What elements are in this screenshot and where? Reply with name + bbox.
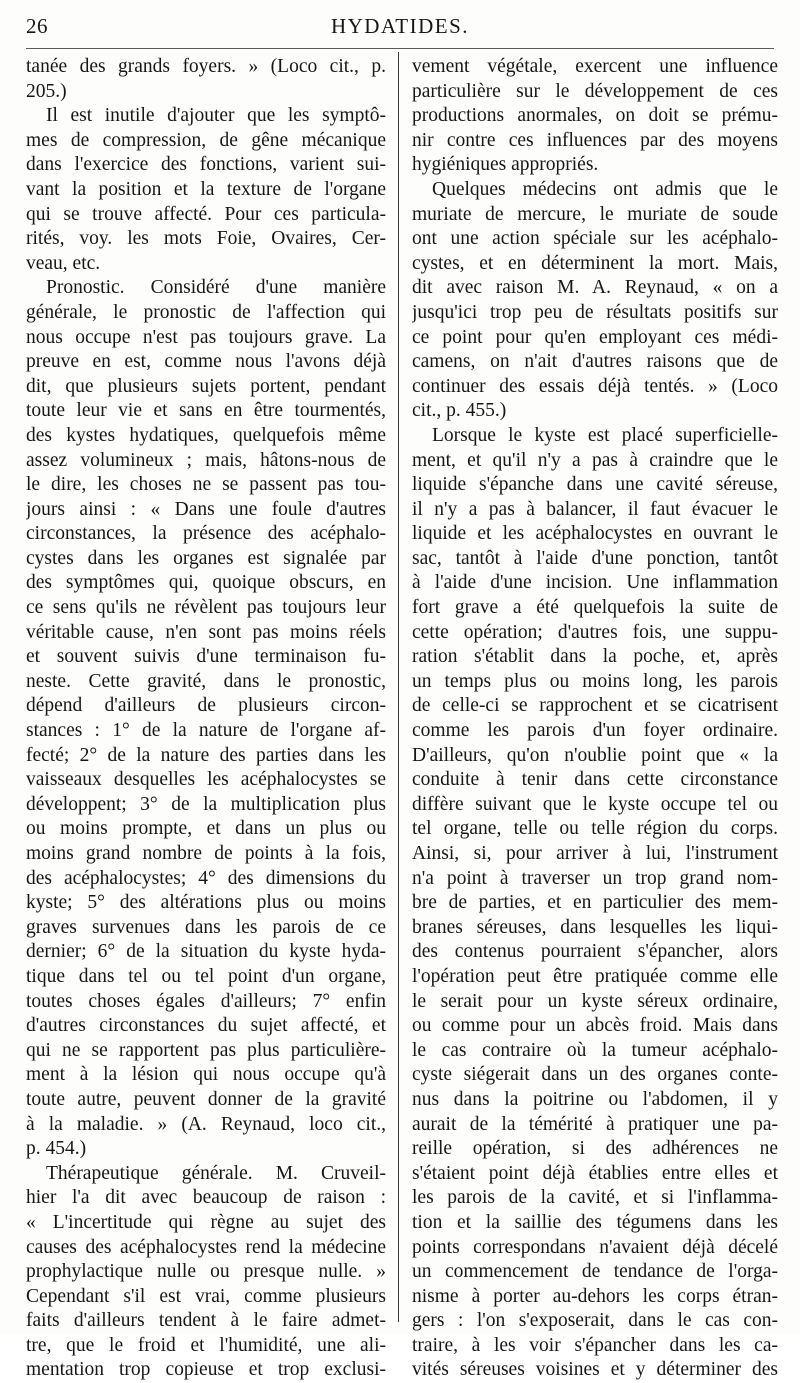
text-line: toute autre, peuvent donner de la gravité	[26, 1088, 386, 1110]
text-line: « L'incertitude qui règne au sujet des	[26, 1211, 386, 1233]
text-line: Thérapeutique générale. M. Cruveil-	[46, 1162, 386, 1184]
text-line: à la maladie. » (A. Reynaud, loco cit.,	[26, 1113, 386, 1135]
text-line: ment, et qu'il n'y a pas à craindre que le	[412, 449, 778, 471]
text-line: un temps plus ou moins long, les parois	[412, 670, 778, 692]
text-line: particulière sur le développement de ces	[412, 80, 778, 102]
text-line: à l'aide d'une incision. Une inflammation	[412, 572, 778, 594]
text-line: ment à la lésion qui nous occupe qu'à	[26, 1064, 386, 1086]
text-line: nir contre ces influences par des moyens	[412, 129, 778, 151]
text-line: prophylactique nulle ou presque nulle. »	[26, 1261, 386, 1283]
text-line: preuve en est, comme nous l'avons déjà	[26, 351, 386, 373]
text-line: ou comme pour un abcès froid. Mais dans	[412, 1015, 778, 1037]
text-line: dépend d'ailleurs de plusieurs circon-	[26, 695, 386, 717]
text-line: un commencement de tendance de l'orga-	[412, 1261, 778, 1283]
text-line: hygiéniques appropriés.	[412, 154, 599, 176]
text-line: générale, le pronostic de l'affection qui	[26, 301, 386, 323]
text-line: continuer des essais déjà tentés. » (Loco	[412, 375, 778, 397]
text-line: des symptômes qui, quoique obscurs, en	[26, 572, 386, 594]
text-line: vaisseaux desquelles les acéphalocystes se	[26, 769, 386, 791]
text-line: muriate de mercure, le muriate de soude	[412, 203, 778, 225]
text-line: dit, que plusieurs sujets portent, pendant	[26, 375, 386, 397]
column-divider	[398, 52, 399, 1322]
text-line: traire, à les voir s'épancher dans les ca-	[412, 1334, 778, 1356]
text-line: stances : 1° de la nature de l'organe af-	[26, 720, 386, 742]
text-line: fort grave a été quelquefois la suite de	[412, 597, 778, 619]
text-line: s'étaient point déjà établies entre elles et	[412, 1162, 778, 1184]
text-line: assez volumineux ; mais, hâtons-nous de	[26, 449, 386, 471]
text-line: et souvent suivis d'une terminaison fu-	[26, 646, 386, 668]
text-line: de celle-ci se rapprochent et se cicatrisent	[412, 695, 778, 717]
text-line: cyste siégerait dans un des organes conte-	[412, 1064, 778, 1086]
text-line: le serait pour un kyste séreux ordinaire,	[412, 990, 778, 1012]
text-line: Ainsi, si, pour arriver à lui, l'instrument	[412, 843, 778, 864]
text-line: tion et la saillie des tégumens dans les	[412, 1211, 778, 1233]
text-line: Pronostic. Considéré d'une manière	[46, 277, 386, 299]
text-line: branes séreuses, dans lesquelles les liqui-	[412, 916, 778, 938]
text-line: tanée des grands foyers. » (Loco cit., p.	[26, 56, 386, 77]
text-line: mes de compression, de gêne mécanique	[26, 129, 386, 151]
text-line: Lorsque le kyste est placé superficielle-	[432, 424, 778, 446]
text-line: ration s'établit dans la poche, et, après	[412, 646, 778, 668]
text-line: fecté; 2° de la nature des parties dans les	[26, 744, 386, 766]
header-title: HYDATIDES.	[330, 14, 470, 38]
text-line: faits d'ailleurs tendent à le faire admet-	[26, 1310, 386, 1332]
text-line: aurait de la témérité à pratiquer une pa-	[412, 1113, 778, 1135]
text-line: qui ne se rapportent pas plus particulière-	[26, 1039, 386, 1061]
text-line: dernier; 6° de la situation du kyste hyda-	[26, 941, 386, 963]
text-line: tre, que le froid et l'humidité, une ali-	[26, 1334, 386, 1356]
text-line: tique dans tel ou tel point d'un organe,	[26, 965, 386, 987]
text-line: points correspondans n'avaient déjà décelé	[412, 1236, 778, 1258]
text-line: comme les parois d'un foyer ordinaire.	[412, 720, 778, 742]
text-line: le cas contraire où la tumeur acéphalo-	[412, 1039, 778, 1061]
text-line: les parois de la cavité, et si l'inflamma-	[412, 1187, 778, 1209]
text-line: qui se trouve affecté. Pour ces particula-	[26, 203, 386, 225]
text-line: il n'y a pas à balancer, il faut évacuer le	[412, 498, 778, 520]
text-line: gers : l'on s'exposerait, dans le cas con-	[412, 1310, 778, 1332]
text-line: jusqu'ici trop peu de résultats positifs sur	[412, 301, 778, 323]
text-line: cit., p. 455.)	[412, 400, 507, 422]
text-line: vant la position et la texture de l'organe	[26, 178, 386, 200]
text-line: sac, tantôt à l'aide d'une ponction, tantôt	[412, 547, 778, 569]
text-line: le dire, les choses ne se passent pas tou-	[26, 474, 386, 496]
text-line: p. 454.)	[26, 1138, 87, 1160]
text-line: Cependant s'il est vrai, comme plusieurs	[26, 1285, 386, 1307]
left-column	[26, 55, 386, 1383]
text-line: causes des acéphalocystes rend la médecine	[26, 1236, 386, 1258]
text-line: cystes, et en déterminent la mort. Mais,	[412, 252, 778, 274]
text-line: mentation trop copieuse et trop exclusi-	[26, 1359, 386, 1381]
text-line: camens, on n'ait d'autres raisons que de	[412, 351, 778, 373]
text-line: Quelques médecins ont admis que le	[432, 178, 778, 200]
text-line: hier l'a dit avec beaucoup de raison :	[26, 1187, 386, 1209]
page-number: 26	[26, 14, 48, 38]
text-line: tel organe, telle ou telle région du corps.	[412, 818, 778, 840]
text-line: développent; 3° de la multiplication plus	[26, 793, 386, 815]
text-line: jours ainsi : « Dans une foule d'autres	[26, 498, 386, 520]
right-column	[412, 55, 778, 1383]
text-line: ou moins prompte, et dans un plus ou	[26, 818, 386, 840]
text-line: graves survenues dans les parois de ce	[26, 916, 386, 938]
text-line: ce point pour qu'en employant ces médi-	[412, 326, 778, 348]
text-line: kyste; 5° des altérations plus ou moins	[26, 892, 386, 914]
text-line: nous occupe n'est pas toujours grave. La	[26, 326, 386, 348]
text-line: veau, etc.	[26, 252, 101, 274]
text-line: dit avec raison M. A. Reynaud, « on a	[412, 277, 778, 299]
text-line: reille opération, si des adhérences ne	[412, 1138, 778, 1160]
text-line: circonstances, la présence des acéphalo-	[26, 523, 386, 545]
text-line: véritable cause, n'en sont pas moins réels	[26, 621, 386, 643]
text-line: d'autres circonstances du sujet affecté, et	[26, 1015, 386, 1037]
text-line: moins grand nombre de points à la fois,	[26, 843, 386, 864]
text-line: n'a point à traverser un trop grand nom-	[412, 867, 778, 889]
text-line: Il est inutile d'ajouter que les symptô-	[46, 105, 386, 127]
text-line: cette opération; d'autres fois, une suppu-	[412, 621, 778, 643]
text-line: ce sens qu'ils ne révèlent pas toujours leur	[26, 597, 386, 619]
text-line: nisme à porter au-dehors les corps étran-	[412, 1285, 778, 1307]
text-line: liquide et les acéphalocystes en ouvrant le	[412, 523, 778, 545]
text-line: toute leur vie et sans en être tourmentés,	[26, 400, 386, 422]
text-line: toutes choses égales d'ailleurs; 7° enfin	[26, 990, 386, 1012]
text-line: ont une action spéciale sur les acéphalo-	[412, 228, 778, 250]
text-line: diffère suivant que le kyste occupe tel ou	[412, 793, 778, 815]
text-line: nus dans la poitrine ou l'abdomen, il y	[412, 1088, 778, 1110]
header-rule	[26, 48, 774, 49]
text-line: neste. Cette gravité, dans le pronostic,	[26, 670, 386, 692]
text-line: 205.)	[26, 80, 67, 102]
text-line: productions anormales, on doit se prému-	[412, 105, 778, 127]
text-line: cystes dans les organes est signalée par	[26, 547, 386, 569]
running-head	[26, 14, 774, 42]
text-line: l'opération peut être pratiquée comme elle	[412, 965, 778, 987]
text-line: vités séreuses voisines et y déterminer des	[412, 1359, 778, 1381]
text-line: liquide s'épanche dans une cavité séreuse,	[412, 474, 778, 496]
text-line: dans l'exercice des fonctions, varient sui-	[26, 154, 386, 176]
text-line: des acéphalocystes; 4° des dimensions du	[26, 867, 386, 889]
text-line: des contenus pourraient s'épancher, alors	[412, 941, 778, 963]
text-line: des kystes hydatiques, quelquefois même	[26, 424, 386, 446]
text-line: bre de parties, et en particulier des mem-	[412, 892, 778, 914]
text-line: vement végétale, exercent une influence	[412, 56, 778, 77]
text-line: conduite à tenir dans cette circonstance	[412, 769, 778, 791]
text-line: rités, voy. les mots Foie, Ovaires, Cer-	[26, 228, 386, 250]
text-line: D'ailleurs, qu'on n'oublie point que « la	[412, 744, 778, 766]
